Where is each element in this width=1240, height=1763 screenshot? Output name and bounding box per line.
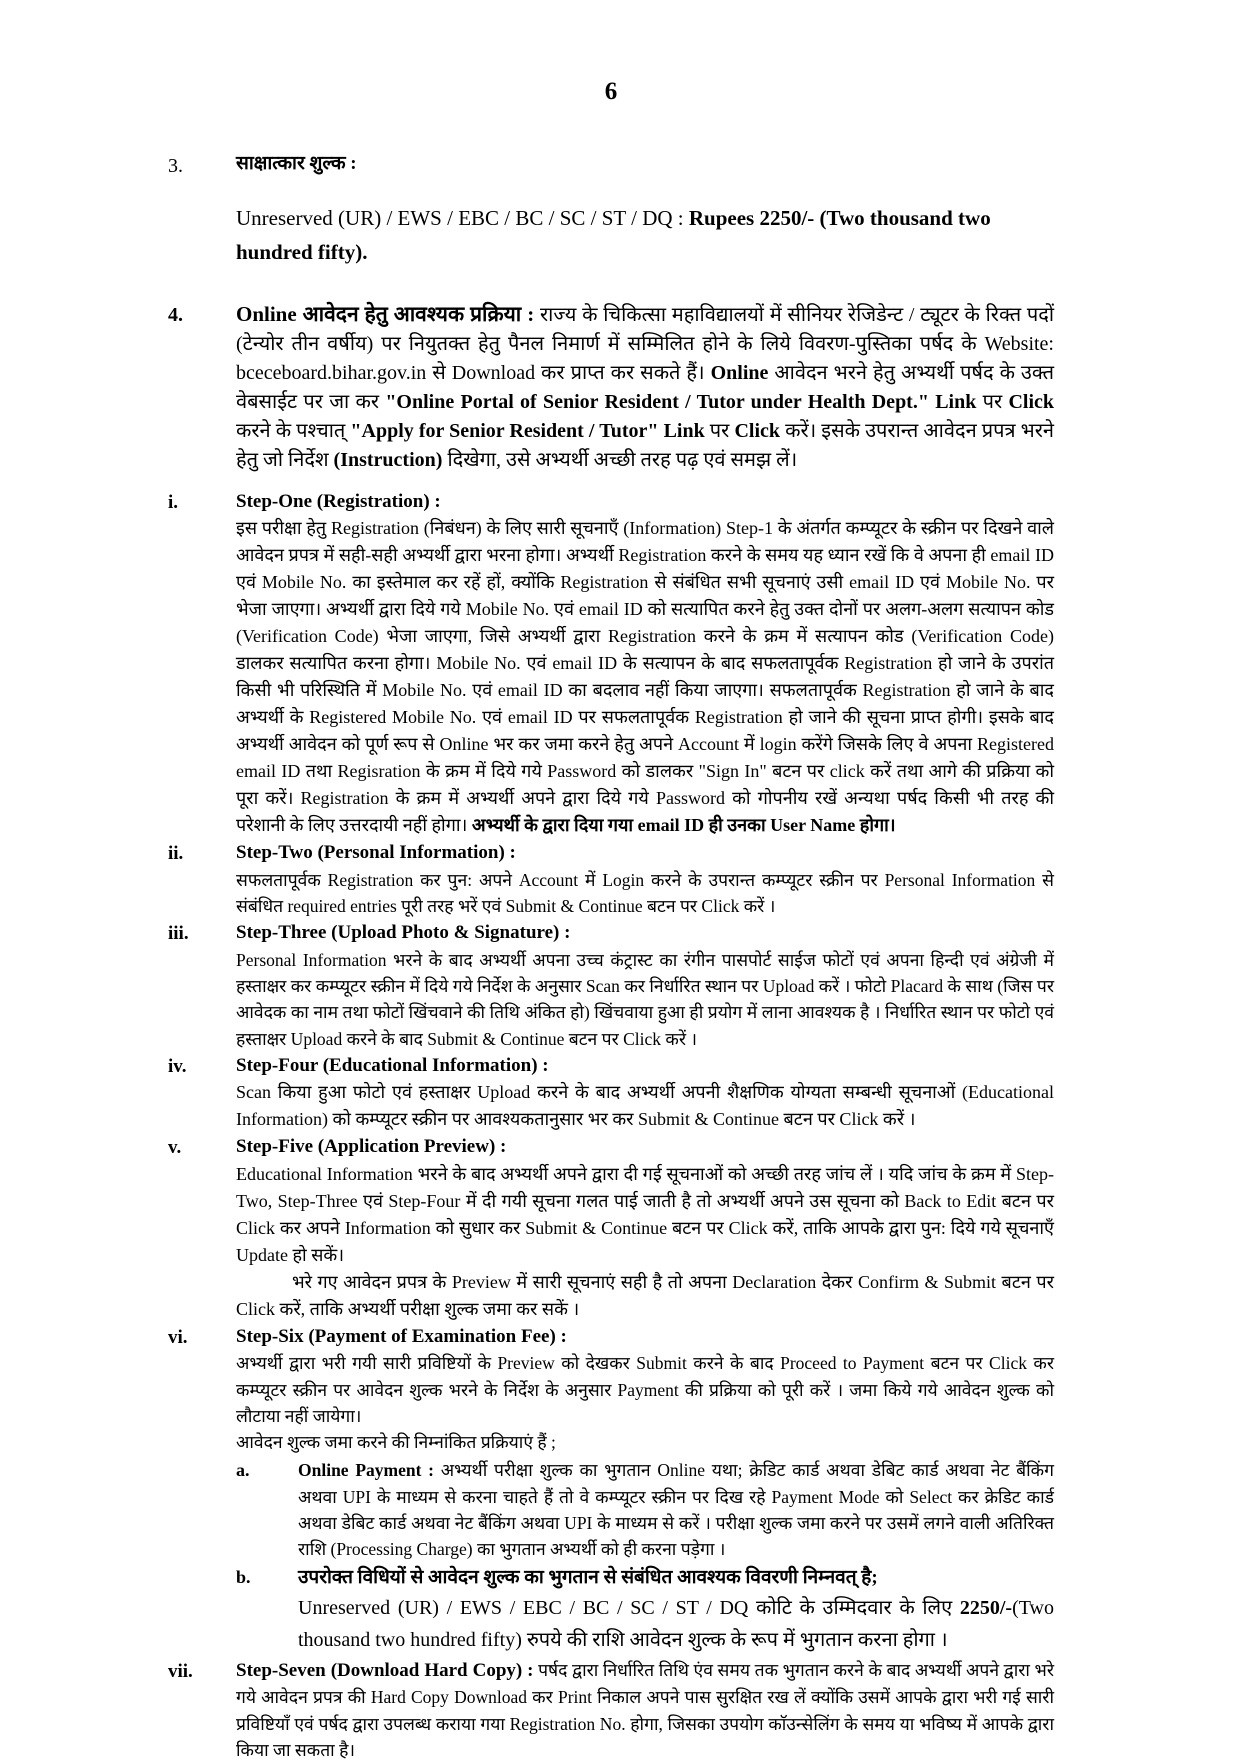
step-five-extra-text: भरे गए आवेदन प्रपत्र के Preview में सारी सूचनाएं सही है तो अपना Declaration देकर Confirm & Submit बटन पर Click करें, ताकि अभ्यर्थी परीक्षा शुल्क जमा कर सकें । [236,1271,1054,1319]
step-three-title: Step-Three (Upload Photo & Signature) : [236,922,571,944]
item-4-text-3: पर [976,391,1009,414]
item-4-lead: Online आवेदन हेतु आवश्यक प्रक्रिया : [236,301,535,326]
item-4-marker: 4. [168,303,183,326]
item-4-bold-instruction: (Instruction) [333,449,443,472]
online-payment-label: Online Payment : [298,1460,434,1481]
step-four [168,1052,1054,1134]
step-five-text: Educational Information भरने के बाद अभ्यर्थी अपने द्वारा दी गई सूचनाओं को अच्छी तरह जांच लें । यदि जांच के क्रम में Step-Two, Step-Three एवं Step-Four में दी गयी सूचना गलत पाई जाती है तो अभ्यर्थी अपने उस सूचना को Back to Edit बटन पर Click कर अपने Information को सुधार कर Submit & Continue बटन पर Click करें, ताकि आपके द्वारा पुन: दिये गये सूचनाएँ Update हो सकें। [236,1163,1054,1265]
item-3-body [236,150,1054,269]
step-two-body [236,839,1054,919]
item-4-text-1: राज्य के चिकित्सा महाविद्यालयों में सीनियर रेजिडेन्ट / ट्यूटर के रिक्त पदों (टेन्योर तीन वर्षीय) पर नियुतक्त हेतु पैनल निमार्ण में सम्मिलित होने के लिये विवरण-पुस्तिका पर्षद के Website: bceceboard.bihar.gov.in से Download कर प्राप्त कर सकते हैं। [236,303,1054,384]
step-one-text-main: इस परीक्षा हेतु Registration (निबंधन) के लिए सारी सूचनाएँ (Information) Step-1 के अंतर्गत कम्प्यूटर के स्क्रीन पर दिखने वाले आवेदन प्रपत्र में सही-सही अभ्यर्थी द्वारा भरना होगा। अभ्यर्थी Registration करने के समय यह ध्यान रखें कि वे अपना ही email ID एवं Mobile No. का इस्तेमाल कर रहें हों, क्योंकि Registration से संबंधित सभी सूचनाएं उसी email ID एवं Mobile No. पर भेजा जाएगा। अभ्यर्थी द्वारा दिये गये Mobile No. एवं email ID को सत्यापित करने हेतु उक्त दोनों पर अलग-अलग सत्यापन कोड (Verification Code) भेजा जाएगा, जिसे अभ्यर्थी द्वारा Registration करने के क्रम में सत्यापन कोड (Verification Code) डालकर सत्यापित करना होगा। Mobile No. एवं email ID के सत्यापन के बाद सफलतापूर्वक Registration हो जाने के उपरांत किसी भी परिस्थिति में Mobile No. एवं email ID का बदलाव नहीं किया जाएगा। सफलतापूर्वक Registration हो जाने के बाद अभ्यर्थी के Registered Mobile No. एवं email ID पर सफलतापूर्वक Registration हो जाने की सूचना प्राप्त होगी। इसके बाद अभ्यर्थी आवेदन को पूर्ण रूप से Online भर कर जमा करने हेतु अपने Account में login करेंगे जिसके लिए वे अपना Registered email ID तथा Regisration के क्रम में दिये गये Password को डालकर "Sign In" बटन पर click करें तथा आगे की प्रक्रिया को पूरा करें। Registration के क्रम में अभ्यर्थी अपने द्वारा दिये गये Password को गोपनीय रखें अन्यथा पर्षद किसी भी तरह की परेशानी के लिए उत्तरदायी नहीं होगा। [236,518,1054,836]
step-three-marker: iii. [168,923,189,945]
step-one-text [236,515,1054,839]
step-six-sub-b [236,1564,1054,1656]
item-3-heading: साक्षात्कार शुल्क : [236,153,357,174]
step-one [168,488,1054,840]
step-six-text: अभ्यर्थी द्वारा भरी गयी सारी प्रविष्टियों के Preview को देखकर Submit करने के बाद Proceed to Payment बटन पर Click कर कम्प्यूटर स्क्रीन पर आवेदन शुल्क भरने के निर्देश के अनुसार Payment की प्रक्रिया को पूरी करें । जमा किये गये आवेदन शुल्क को लौटाया नहीं जायेगा। [236,1353,1054,1426]
step-three-text: Personal Information भरने के बाद अभ्यर्थी अपना उच्च कंट्रास्ट का रंगीन पासपोर्ट साईज फोटों एवं अपना हिन्दी एवं अंग्रेजी में हस्ताक्षर कर कम्प्यूटर स्क्रीन में दिये गये निर्देश के अनुसार Scan कर निर्धारित स्थान पर Upload करें । फोटो Placard के साथ (जिस पर आवेदक का नाम तथा फोटों खिंचवाने की तिथि अंकित हो) खिंचवाया हुआ ही प्रयोग में लाना आवश्यक है । निर्धारित स्थान पर फोटो एवं हस्ताक्षर Upload करने के बाद Submit & Continue बटन पर Click करें । [236,949,1054,1049]
step-four-marker: iv. [168,1055,187,1077]
item-4-text-7: दिखेगा, उसे अभ्यर्थी अच्छी तरह पढ़ एवं समझ लें। [442,449,798,472]
step-seven [168,1657,1054,1763]
step-two-marker: ii. [168,843,184,865]
step-two-text: सफलतापूर्वक Registration कर पुन: अपने Account में Login करने के उपरान्त कम्प्यूटर स्क्रीन पर Personal Information से संबंधित required entries पूरी तरह भरें एवं Submit & Continue बटन पर Click करें । [236,869,1054,916]
step-five [168,1133,1054,1323]
item-4-text-5: पर [704,420,735,443]
step-four-title: Step-Four (Educational Information) : [236,1054,549,1076]
step-four-text: Scan किया हुआ फोटो एवं हस्ताक्षर Upload करने के बाद अभ्यर्थी अपनी शैक्षणिक योग्यता सम्बन्धी सूचनाओं (Educational Information) को कम्प्यूटर स्क्रीन पर आवश्यकतानुसार भर कर Submit & Continue बटन पर Click करें । [236,1082,1054,1130]
item-4-text-4: करने के पश्चात् [236,420,351,443]
step-five-title: Step-Five (Application Preview) : [236,1136,507,1158]
step-seven-text [236,1657,1054,1763]
step-six-intro: आवेदन शुल्क जमा करने की निम्नांकित प्रक्रियाएं हैं ; [236,1432,556,1453]
step-seven-body [236,1657,1054,1763]
item-4-bold-click-1: Click [1008,391,1054,414]
sub-a-body [298,1457,1054,1562]
step-six [168,1323,1054,1657]
fee-categories: Unreserved (UR) / EWS / EBC / BC / SC / ST / DQ : [236,205,689,230]
section-item-4 [168,299,1054,476]
step-seven-title: Step-Seven (Download Hard Copy) : [236,1659,534,1681]
page-number: 6 [604,78,618,105]
step-one-title: Step-One (Registration) : [236,490,441,512]
sub-b-fee-amount: 2250/- [959,1596,1013,1619]
item-3-marker: 3. [168,155,183,177]
sub-b-fee-words: (Two thousand two hundred fifty) रुपये की राशि आवेदन शुल्क के रूप में भुगतान करना होगा । [298,1596,1054,1652]
sub-b-fee-categories: Unreserved (UR) / EWS / EBC / BC / SC / ST / DQ कोटि के उम्मिदवार के लिए [298,1596,960,1619]
step-six-title: Step-Six (Payment of Examination Fee) : [236,1325,567,1347]
item-4-bold-online: Online [710,361,769,384]
item-4-text-2: आवेदन भरने हेतु अभ्यर्थी पर्षद के उक्त वेबसाईट पर जा कर [236,361,1054,414]
item-3-fee-line [236,201,1054,269]
step-seven-text-main: पर्षद द्वारा निर्धारित तिथि एंव समय तक भुगतान करने के बाद अभ्यर्थी अपने द्वारा भरे गये आवेदन प्रपत्र की Hard Copy Download कर Print निकाल अपने पास सुरक्षित रख लें क्योंकि उसमें आपके द्वारा भरी गई सारी प्रविष्टियाँ एवं पर्षद द्वारा उपलब्ध कराया गया Registration No. होगा, जिसका उपयोग काॅउन्सेलिंग के समय या भविष्य में आपके द्वारा किया जा सकता है। [236,1659,1054,1760]
sub-b-marker: b. [236,1567,251,1588]
sub-b-heading: उपरोक्त विधियों से आवेदन शुल्क का भुगतान से संबंधित आवश्यक विवरणी निम्नवत् है; [298,1567,878,1589]
sub-b-body [298,1564,1054,1656]
step-six-sub-a [236,1457,1054,1562]
item-4-portal-link-label: "Online Portal of Senior Resident / Tutor under Health Dept." Link [385,391,977,414]
step-three-body [236,919,1054,1052]
step-three [168,919,1054,1052]
step-four-body [236,1052,1054,1134]
step-one-text-bold-tail: अभ्यर्थी के द्वारा दिया गया email ID ही उनका User Name होगा। [471,815,896,836]
step-two-title: Step-Two (Personal Information) : [236,842,516,864]
item-4-body [236,299,1054,476]
fee-amount: Rupees 2250/- (Two thousand two hundred fifty). [236,205,991,264]
sub-a-text-main: अभ्यर्थी परीक्षा शुल्क का भुगतान Online यथा; क्रेडिट कार्ड अथवा डेबिट कार्ड अथवा नेट बैंकिंग अथवा UPI के माध्यम से करना चाहते हैं तो वे कम्प्यूटर स्क्रीन पर दिख रहे Payment Mode को Select कर क्रेडिट कार्ड अथवा डेबिट कार्ड अथवा नेट बैंकिंग अथवा UPI के माध्यम से करें । परीक्षा शुल्क जमा करने पर उसमें लगने वाली अतिरिक्त राशि (Processing Charge) का भुगतान अभ्यर्थी को ही करना पड़ेगा । [298,1460,1054,1560]
step-six-marker: vi. [168,1326,188,1348]
step-seven-marker: vii. [168,1660,193,1682]
sub-b-fee-line [298,1592,1054,1657]
step-one-body [236,488,1054,840]
item-4-apply-link-label: "Apply for Senior Resident / Tutor" Link [350,420,705,443]
step-two [168,839,1054,919]
section-item-3 [168,150,1054,269]
step-five-body [236,1133,1054,1323]
item-4-bold-click-2: Click [734,420,780,443]
step-six-body [236,1323,1054,1657]
step-five-marker: v. [168,1137,182,1159]
item-4-paragraph [236,299,1054,476]
item-4-text-6: करें। इसके उपरान्त आवेदन प्रपत्र भरने हेतु जो निर्देश [236,420,1054,472]
step-one-marker: i. [168,491,179,513]
sub-a-text [298,1457,1054,1562]
sub-a-marker: a. [236,1460,250,1481]
